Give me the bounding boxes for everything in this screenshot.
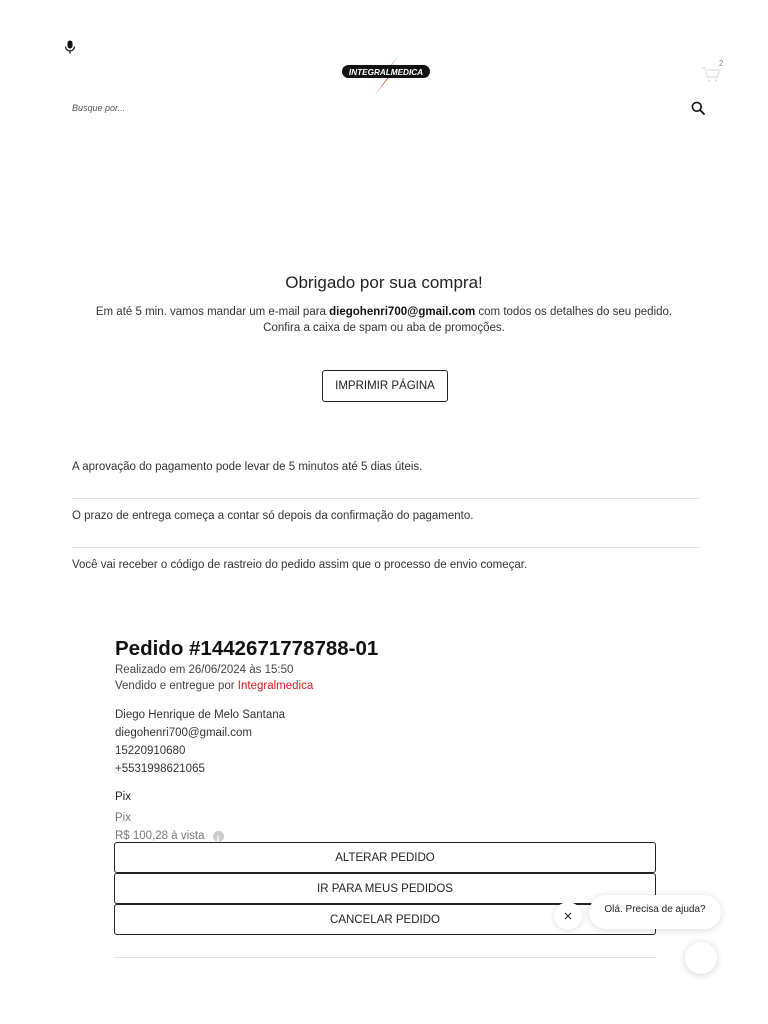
order-summary [115,636,656,845]
info-icon[interactable] [213,831,224,842]
message-text-end: com todos os detalhes do seu pedido. [475,306,673,318]
payment-title: Pix [115,791,131,803]
logo-text: INTEGRALMEDICA [348,67,424,77]
customer-name: Diego Henrique de Melo Santana [115,709,286,721]
my-orders-button[interactable]: IR PARA MEUS PEDIDOS [114,873,656,904]
order-seller-line [115,678,656,694]
info-item-approval: A aprovação do pagamento pode levar de 5 minutos até 5 dias úteis. [72,450,699,499]
customer-phone: +5531998621065 [115,763,205,775]
customer-info [115,706,656,778]
search-button[interactable] [689,100,707,118]
chat-launcher-button[interactable] [685,942,717,974]
spam-notice: Confira a caixa de spam ou aba de promoções. [263,322,505,334]
confirmation-email: diegohenri700@gmail.com [329,306,476,318]
payment-amount: R$ 100,28 à vista [115,830,205,842]
confirmation-message [40,304,728,336]
chat-close-button[interactable] [554,902,582,930]
order-title: Pedido #1442671778788-01 [115,637,379,660]
search-icon [691,101,705,115]
payment-method: Pix [115,812,131,824]
brand-logo[interactable] [340,54,432,96]
divider [114,957,656,958]
seller-link[interactable]: Integralmedica [237,680,314,692]
customer-email: diegohenri700@gmail.com [115,727,252,739]
payment-info-list [72,450,699,597]
close-icon [554,902,582,930]
info-item-delivery: O prazo de entrega começa a contar só depois da confirmação do pagamento. [72,499,699,548]
customer-document: 15220910680 [115,745,186,757]
info-item-tracking: Você vai receber o código de rastreio do pedido assim que o processo de envio começar. [72,559,528,571]
print-page-button[interactable]: IMPRIMIR PÁGINA [322,370,448,402]
search-bar [72,97,708,121]
seller-prefix: Vendido e entregue por [115,680,238,692]
search-input[interactable] [72,97,672,119]
cart-count-badge: 2 [719,59,724,68]
change-order-button[interactable]: ALTERAR PEDIDO [114,842,656,873]
thank-you-title: Obrigado por sua compra! [285,273,483,292]
chat-greeting-bubble[interactable]: Olá. Precisa de ajuda? [589,895,721,929]
microphone-icon[interactable] [64,40,76,54]
header [0,0,768,130]
message-text: Em até 5 min. vamos mandar um e-mail para [95,306,330,318]
order-date: Realizado em 26/06/2024 às 15:50 [115,664,294,676]
cancel-order-button[interactable]: CANCELAR PEDIDO [114,904,656,935]
payment-info [115,788,656,845]
